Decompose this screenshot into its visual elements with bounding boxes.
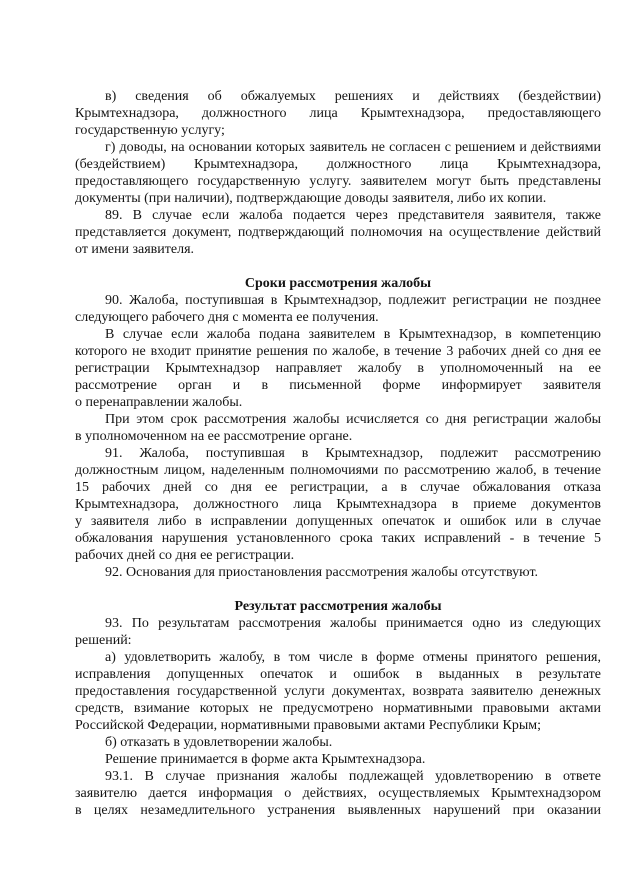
paragraph-item-a — [75, 649, 601, 734]
paragraph-line: б) отказать в удовлетворении жалобы. — [105, 735, 333, 750]
paragraph-line: Решение принимается в форме акта Крымтехнадзора. — [105, 752, 426, 767]
paragraph-term-start — [75, 411, 601, 445]
paragraph-decision-form — [75, 751, 601, 768]
paragraph-line: а) удовлетворить жалобу, в том числе в форме отмены принятого решения, — [105, 650, 601, 665]
paragraph-line: 90. Жалоба, поступившая в Крымтехнадзор, подлежит регистрации не позднее — [105, 293, 601, 308]
paragraph-item-g — [75, 139, 601, 207]
paragraph-line: государственную услугу; — [75, 123, 225, 138]
paragraph-line: должностным лицом, наделенным полномочиями по рассмотрению жалоб, в течение — [75, 463, 601, 478]
paragraph-line: обжалования нарушения установленного срока таких исправлений - в течение 5 — [75, 531, 601, 546]
spacer — [75, 258, 601, 275]
paragraph-item-b — [75, 734, 601, 751]
paragraph-line: у заявителя либо в исправлении допущенных опечаток и ошибок или в случае — [75, 514, 601, 529]
paragraph-line: от имени заявителя. — [75, 242, 195, 257]
paragraph-90 — [75, 292, 601, 326]
paragraph-line: Крымтехнадзора, должностного лица Крымтехнадзора, предоставляющего — [75, 106, 601, 121]
paragraph-93 — [75, 615, 601, 649]
paragraph-line: Российской Федерации, нормативными правовыми актами Республики Крым; — [75, 718, 541, 733]
paragraph-line: предоставления государственной услуги документах, возврата заявителю денежных — [75, 684, 601, 699]
paragraph-line: В случае если жалоба подана заявителем в Крымтехнадзор, в компетенцию — [105, 327, 601, 342]
paragraph-line: рассмотрение орган и в письменной форме информирует заявителя — [75, 378, 601, 393]
section-heading-terms: Сроки рассмотрения жалобы — [244, 276, 432, 291]
paragraph-line: исправления допущенных опечаток и ошибок в выданных в результате — [75, 667, 601, 682]
paragraph-line: Крымтехнадзора, должностного лица Крымтехнадзора в приеме документов — [75, 497, 601, 512]
paragraph-line: в) сведения об обжалуемых решениях и действиях (бездействии) — [105, 89, 601, 104]
paragraph-line: документы (при наличии), подтверждающие доводы заявителя, либо их копии. — [75, 191, 547, 206]
spacer — [75, 581, 601, 598]
paragraph-line: 89. В случае если жалоба подается через представителя заявителя, также — [105, 208, 601, 223]
paragraph-line: следующего рабочего дня с момента ее получения. — [75, 310, 379, 325]
paragraph-line: заявителю дается информация о действиях, осуществляемых Крымтехнадзором — [75, 786, 601, 801]
paragraph-93-1 — [75, 768, 601, 819]
paragraph-line: которого не входит принятие решения по жалобе, в течение 3 рабочих дней со дня ее — [75, 344, 601, 359]
paragraph-line: 93.1. В случае признания жалобы подлежащей удовлетворению в ответе — [105, 769, 601, 784]
paragraph-line: регистрации Крымтехнадзор направляет жалобу в уполномоченный на ее — [75, 361, 601, 376]
paragraph-line: в уполномоченном на ее рассмотрение органе. — [75, 429, 353, 444]
paragraph-line: решений: — [75, 633, 132, 648]
paragraph-line: 15 рабочих дней со дня ее регистрации, а в случае обжалования отказа — [75, 480, 601, 495]
paragraph-92 — [75, 564, 601, 581]
paragraph-item-v — [75, 88, 601, 139]
paragraph-line: рабочих дней со дня ее регистрации. — [75, 548, 295, 563]
paragraph-line: 91. Жалоба, поступившая в Крымтехнадзор, подлежит рассмотрению — [105, 446, 601, 461]
paragraph-line: При этом срок рассмотрения жалобы исчисляется со дня регистрации жалобы — [105, 412, 601, 427]
paragraph-91 — [75, 445, 601, 564]
paragraph-line: (бездействием) Крымтехнадзора, должностного лица Крымтехнадзора, — [75, 157, 601, 172]
paragraph-line: средств, взимание которых не предусмотрено нормативными правовыми актами — [75, 701, 601, 716]
paragraph-line: представляется документ, подтверждающий полномочия на осуществление действий — [75, 225, 601, 240]
paragraph-line: г) доводы, на основании которых заявитель не согласен с решением и действиями — [105, 140, 601, 155]
section-heading-result: Результат рассмотрения жалобы — [234, 599, 442, 614]
paragraph-line: предоставляющего государственную услугу. заявителем могут быть представлены — [75, 174, 601, 189]
paragraph-line: 93. По результатам рассмотрения жалобы принимается одно из следующих — [105, 616, 601, 631]
document-body — [75, 88, 601, 819]
paragraph-line: о перенаправлении жалобы. — [75, 395, 243, 410]
paragraph-89 — [75, 207, 601, 258]
paragraph-redirect — [75, 326, 601, 411]
paragraph-line: 92. Основания для приостановления рассмотрения жалобы отсутствуют. — [105, 565, 539, 580]
paragraph-line: в целях незамедлительного устранения выявленных нарушений при оказании — [75, 803, 601, 818]
